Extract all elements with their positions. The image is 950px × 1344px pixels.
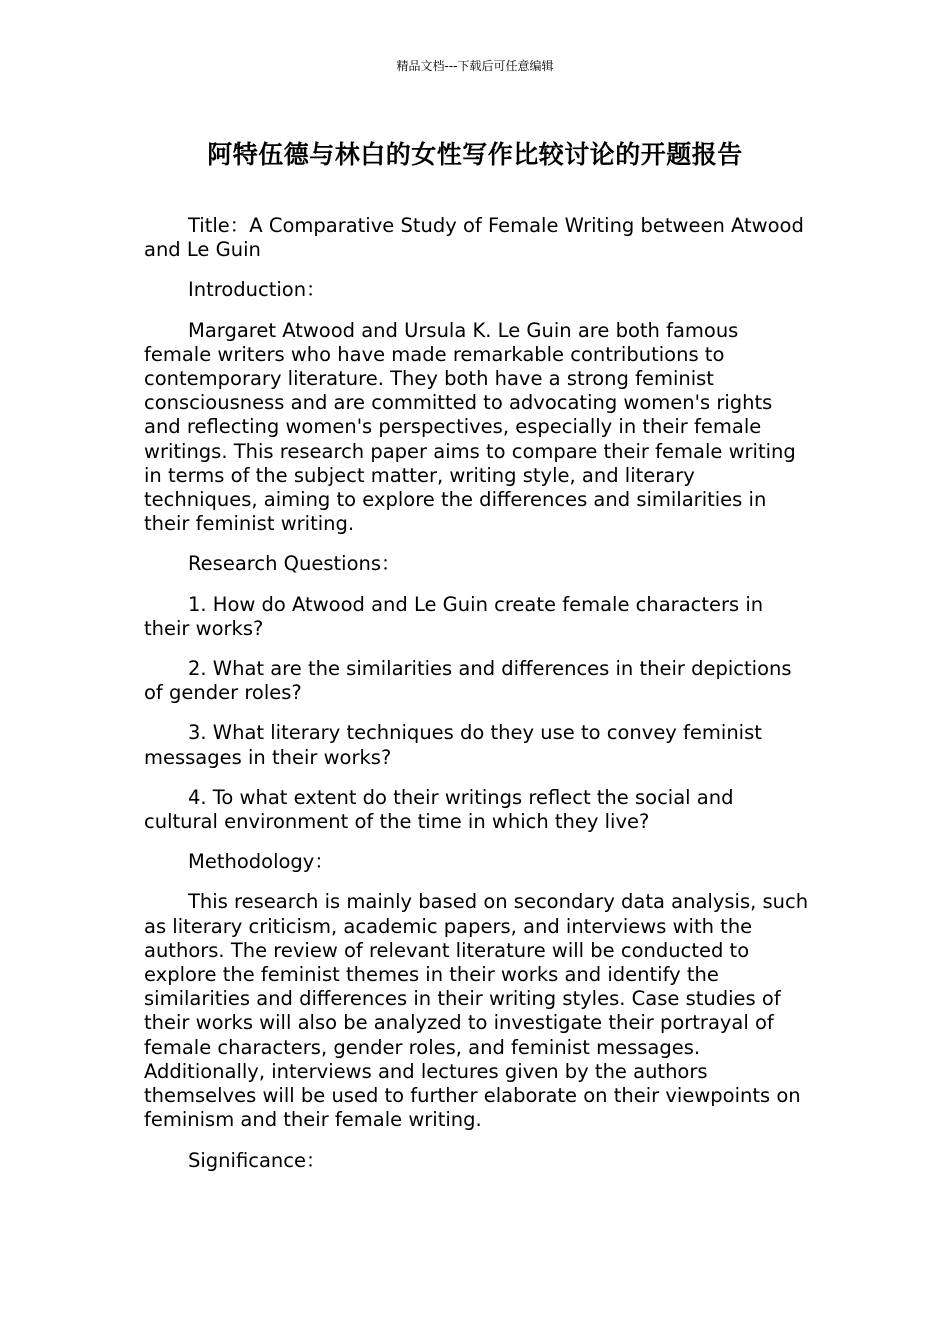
methodology-paragraph: This research is mainly based on secondary data analysis, such as literary criticism, academic papers, and interviews with the authors. The review of relevant literature will be conducted to explore the feminist themes in their works and identify the similarities and differences in their writing styles. Case studies of their works will also be analyzed to investigate their portrayal of female characters, gender roles, and feminist messages. Additionally, interviews and lectures given by the authors themselves will be used to further elaborate on their viewpoints on feminism and their female writing. [144,890,809,1132]
research-question-3: 3. What literary techniques do they use to convey feminist messages in their works? [144,721,762,769]
methodology-heading: Methodology： [188,850,334,874]
introduction-paragraph: Margaret Atwood and Ursula K. Le Guin are both famous female writers who have made remarkable contributions to contemporary literature. They both have a strong feminist consciousness and are committed to advocating women's rights and reflecting women's perspectives, especially in their female writings. This research paper aims to compare their female writing in terms of the subject matter, writing style, and literary techniques, aiming to explore the differences and similarities in their feminist writing. [144,318,796,536]
research-question-1: 1. How do Atwood and Le Guin create female characters in their works? [144,592,764,640]
document-title: 阿特伍德与林白的女性写作比较讨论的开题报告 [207,140,743,169]
introduction-heading: Introduction： [188,278,326,302]
header-note: 精品文档---下载后可任意编辑 [396,59,554,73]
significance-heading: Significance： [188,1148,326,1172]
document-body [144,214,810,1189]
research-question-4: 4. To what extent do their writings reflect the social and cultural environment of the time in which they live? [144,785,734,834]
research-question-2: 2. What are the similarities and differences in their depictions of gender roles? [144,657,792,705]
research-questions-heading: Research Questions： [188,552,401,576]
title-line: Title：A Comparative Study of Female Writing between Atwood and Le Guin [144,214,804,262]
